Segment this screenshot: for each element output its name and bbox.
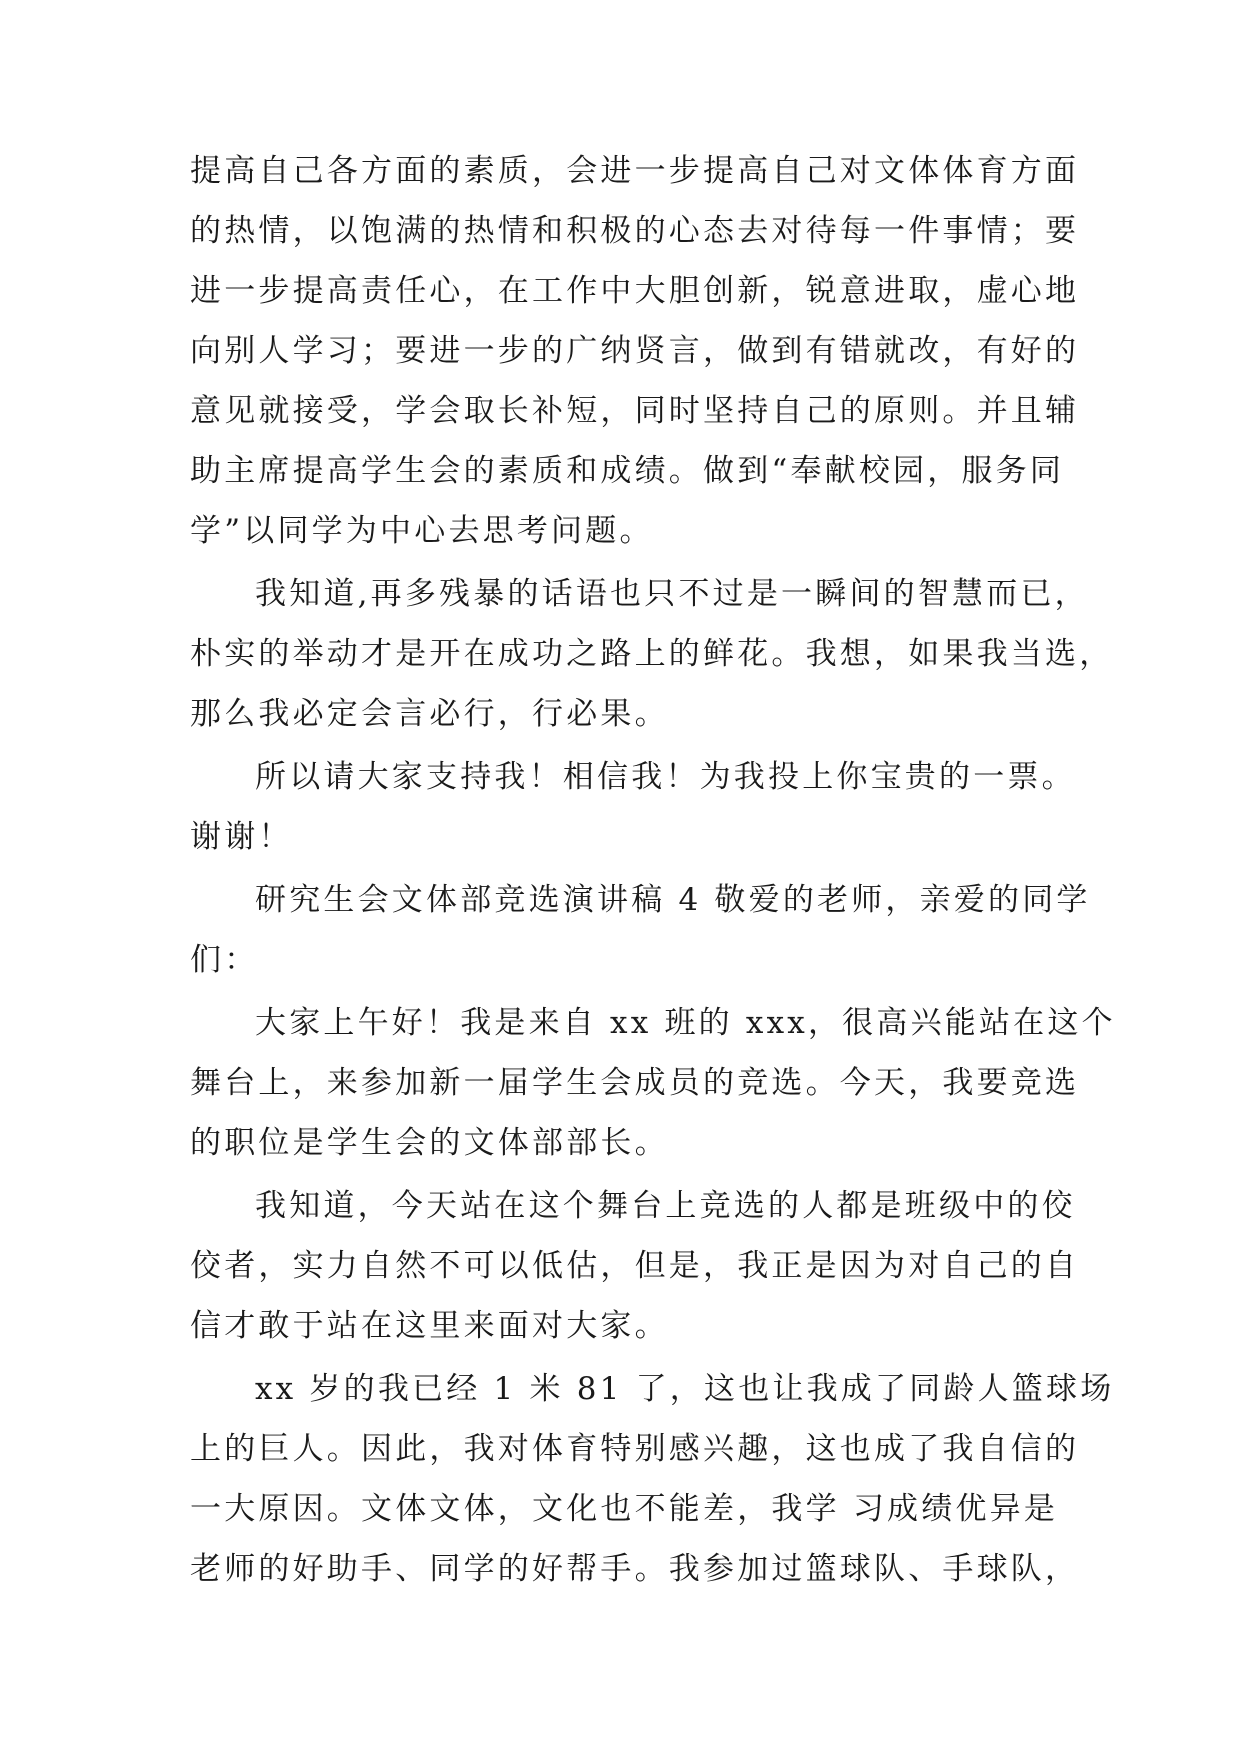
body-text-line: 我知道，今天站在这个舞台上竞选的人都是班级中的佼 [255,1188,1076,1224]
body-text-line: 们： [190,942,259,978]
body-text-line: 的职位是学生会的文体部部长。 [190,1125,669,1161]
body-text-line: 意见就接受，学会取长补短，同时坚持自己的原则。并且辅 [190,393,1080,429]
body-text-line: 那么我必定会言必行，行必果。 [190,696,669,732]
body-text-line: 助主席提高学生会的素质和成绩。做到“奉献校园，服务同 [190,453,1065,489]
body-text-line: 大家上午好！我是来自 xx 班的 xxx，很高兴能站在这个 [255,1005,1116,1041]
section-heading-line: 研究生会文体部竞选演讲稿 4 敬爱的老师，亲爱的同学 [255,882,1091,918]
body-text-line: 我知道,再多残暴的话语也只不过是一瞬间的智慧而已， [255,576,1089,612]
body-text-line: 谢谢！ [190,819,293,855]
body-text-line: 朴实的举动才是开在成功之路上的鲜花。我想，如果我当选， [190,636,1114,672]
body-text-line: xx 岁的我已经 1 米 81 了，这也让我成了同龄人篮球场 [255,1371,1115,1407]
body-text-line: 学”以同学为中心去思考问题。 [190,513,654,549]
body-text-line: 进一步提高责任心，在工作中大胆创新，锐意进取，虚心地 [190,273,1080,309]
body-text-line: 的热情，以饱满的热情和积极的心态去对待每一件事情；要 [190,213,1080,249]
body-text-line: 所以请大家支持我！相信我！为我投上你宝贵的一票。 [255,759,1076,795]
body-text-line: 佼者，实力自然不可以低估，但是，我正是因为对自己的自 [190,1248,1080,1284]
body-text-line: 老师的好助手、同学的好帮手。我参加过篮球队、手球队， [190,1551,1080,1587]
body-text-line: 提高自己各方面的素质，会进一步提高自己对文体体育方面 [190,153,1080,189]
body-text-line: 一大原因。文体文体，文化也不能差，我学 习成绩优异是 [190,1491,1059,1527]
body-text-line: 向别人学习；要进一步的广纳贤言，做到有错就改，有好的 [190,333,1080,369]
body-text-line: 信才敢于站在这里来面对大家。 [190,1308,669,1344]
body-text-line: 舞台上，来参加新一届学生会成员的竞选。今天，我要竞选 [190,1065,1080,1101]
body-text-line: 上的巨人。因此，我对体育特别感兴趣，这也成了我自信的 [190,1431,1080,1467]
